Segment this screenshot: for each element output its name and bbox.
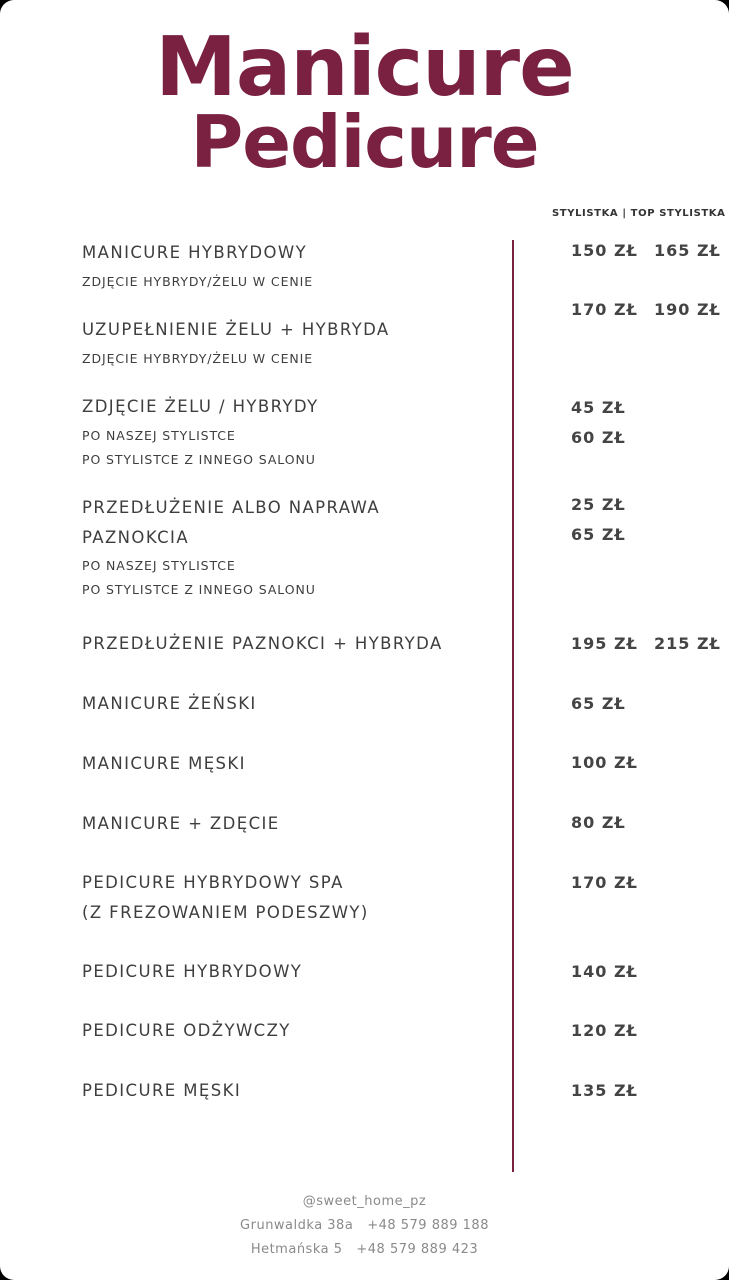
price-stylistka: 65 ZŁ xyxy=(571,525,626,544)
price-column-header: STYLISTKA | TOP STYLISTKA xyxy=(552,208,726,219)
service-name: (Z FREZOWANIEM PODESZWY) xyxy=(82,903,369,922)
service-name: PEDICURE MĘSKI xyxy=(82,1081,242,1100)
title-pedicure: Pedicure xyxy=(190,100,539,184)
price-stylistka: 150 ZŁ xyxy=(571,241,638,260)
price-stylistka: 195 ZŁ xyxy=(571,634,638,653)
service-note: PO NASZEJ STYLISTCE xyxy=(82,558,236,573)
price-stylistka: 80 ZŁ xyxy=(571,813,626,832)
service-name: UZUPEŁNIENIE ŻELU + HYBRYDA xyxy=(82,320,390,339)
price-stylistka: 140 ZŁ xyxy=(571,962,638,981)
service-name: PEDICURE ODŻYWCZY xyxy=(82,1021,291,1040)
price-top-stylistka: 165 ZŁ xyxy=(654,241,721,260)
price-top-stylistka: 215 ZŁ xyxy=(654,634,721,653)
salon-address-2: Hetmańska 5 +48 579 889 423 xyxy=(250,1242,479,1257)
service-name: PAZNOKCIA xyxy=(82,528,190,547)
service-name: PEDICURE HYBRYDOWY xyxy=(82,962,303,981)
service-note: PO STYLISTCE Z INNEGO SALONU xyxy=(82,582,316,597)
price-stylistka: 135 ZŁ xyxy=(571,1081,638,1100)
service-name: MANICURE MĘSKI xyxy=(82,754,246,773)
title-manicure: Manicure xyxy=(155,20,574,115)
price-top-stylistka: 190 ZŁ xyxy=(654,300,721,319)
service-name: ZDJĘCIE ŻELU / HYBRYDY xyxy=(82,397,319,416)
service-name: PEDICURE HYBRYDOWY SPA xyxy=(82,873,344,892)
service-note: ZDJĘCIE HYBRYDY/ŻELU W CENIE xyxy=(82,351,313,366)
price-stylistka: 120 ZŁ xyxy=(571,1021,638,1040)
price-stylistka: 100 ZŁ xyxy=(571,753,638,772)
price-stylistka: 45 ZŁ xyxy=(571,398,626,417)
instagram-handle: @sweet_home_pz xyxy=(302,1194,427,1209)
salon-address-1: Grunwaldka 38a +48 579 889 188 xyxy=(240,1218,489,1233)
price-stylistka: 60 ZŁ xyxy=(571,428,626,447)
service-note: PO STYLISTCE Z INNEGO SALONU xyxy=(82,452,316,467)
price-stylistka: 65 ZŁ xyxy=(571,694,626,713)
service-note: ZDJĘCIE HYBRYDY/ŻELU W CENIE xyxy=(82,274,313,289)
price-stylistka: 170 ZŁ xyxy=(571,300,638,319)
service-name: PRZEDŁUŻENIE PAZNOKCI + HYBRYDA xyxy=(82,634,443,653)
service-name: PRZEDŁUŻENIE ALBO NAPRAWA xyxy=(82,498,381,517)
service-note: PO NASZEJ STYLISTCE xyxy=(82,428,236,443)
service-name: MANICURE HYBRYDOWY xyxy=(82,243,308,262)
service-name: MANICURE + ZDĘCIE xyxy=(82,814,280,833)
vertical-divider xyxy=(512,240,514,1172)
price-stylistka: 25 ZŁ xyxy=(571,495,626,514)
service-name: MANICURE ŻEŃSKI xyxy=(82,694,257,713)
price-stylistka: 170 ZŁ xyxy=(571,873,638,892)
